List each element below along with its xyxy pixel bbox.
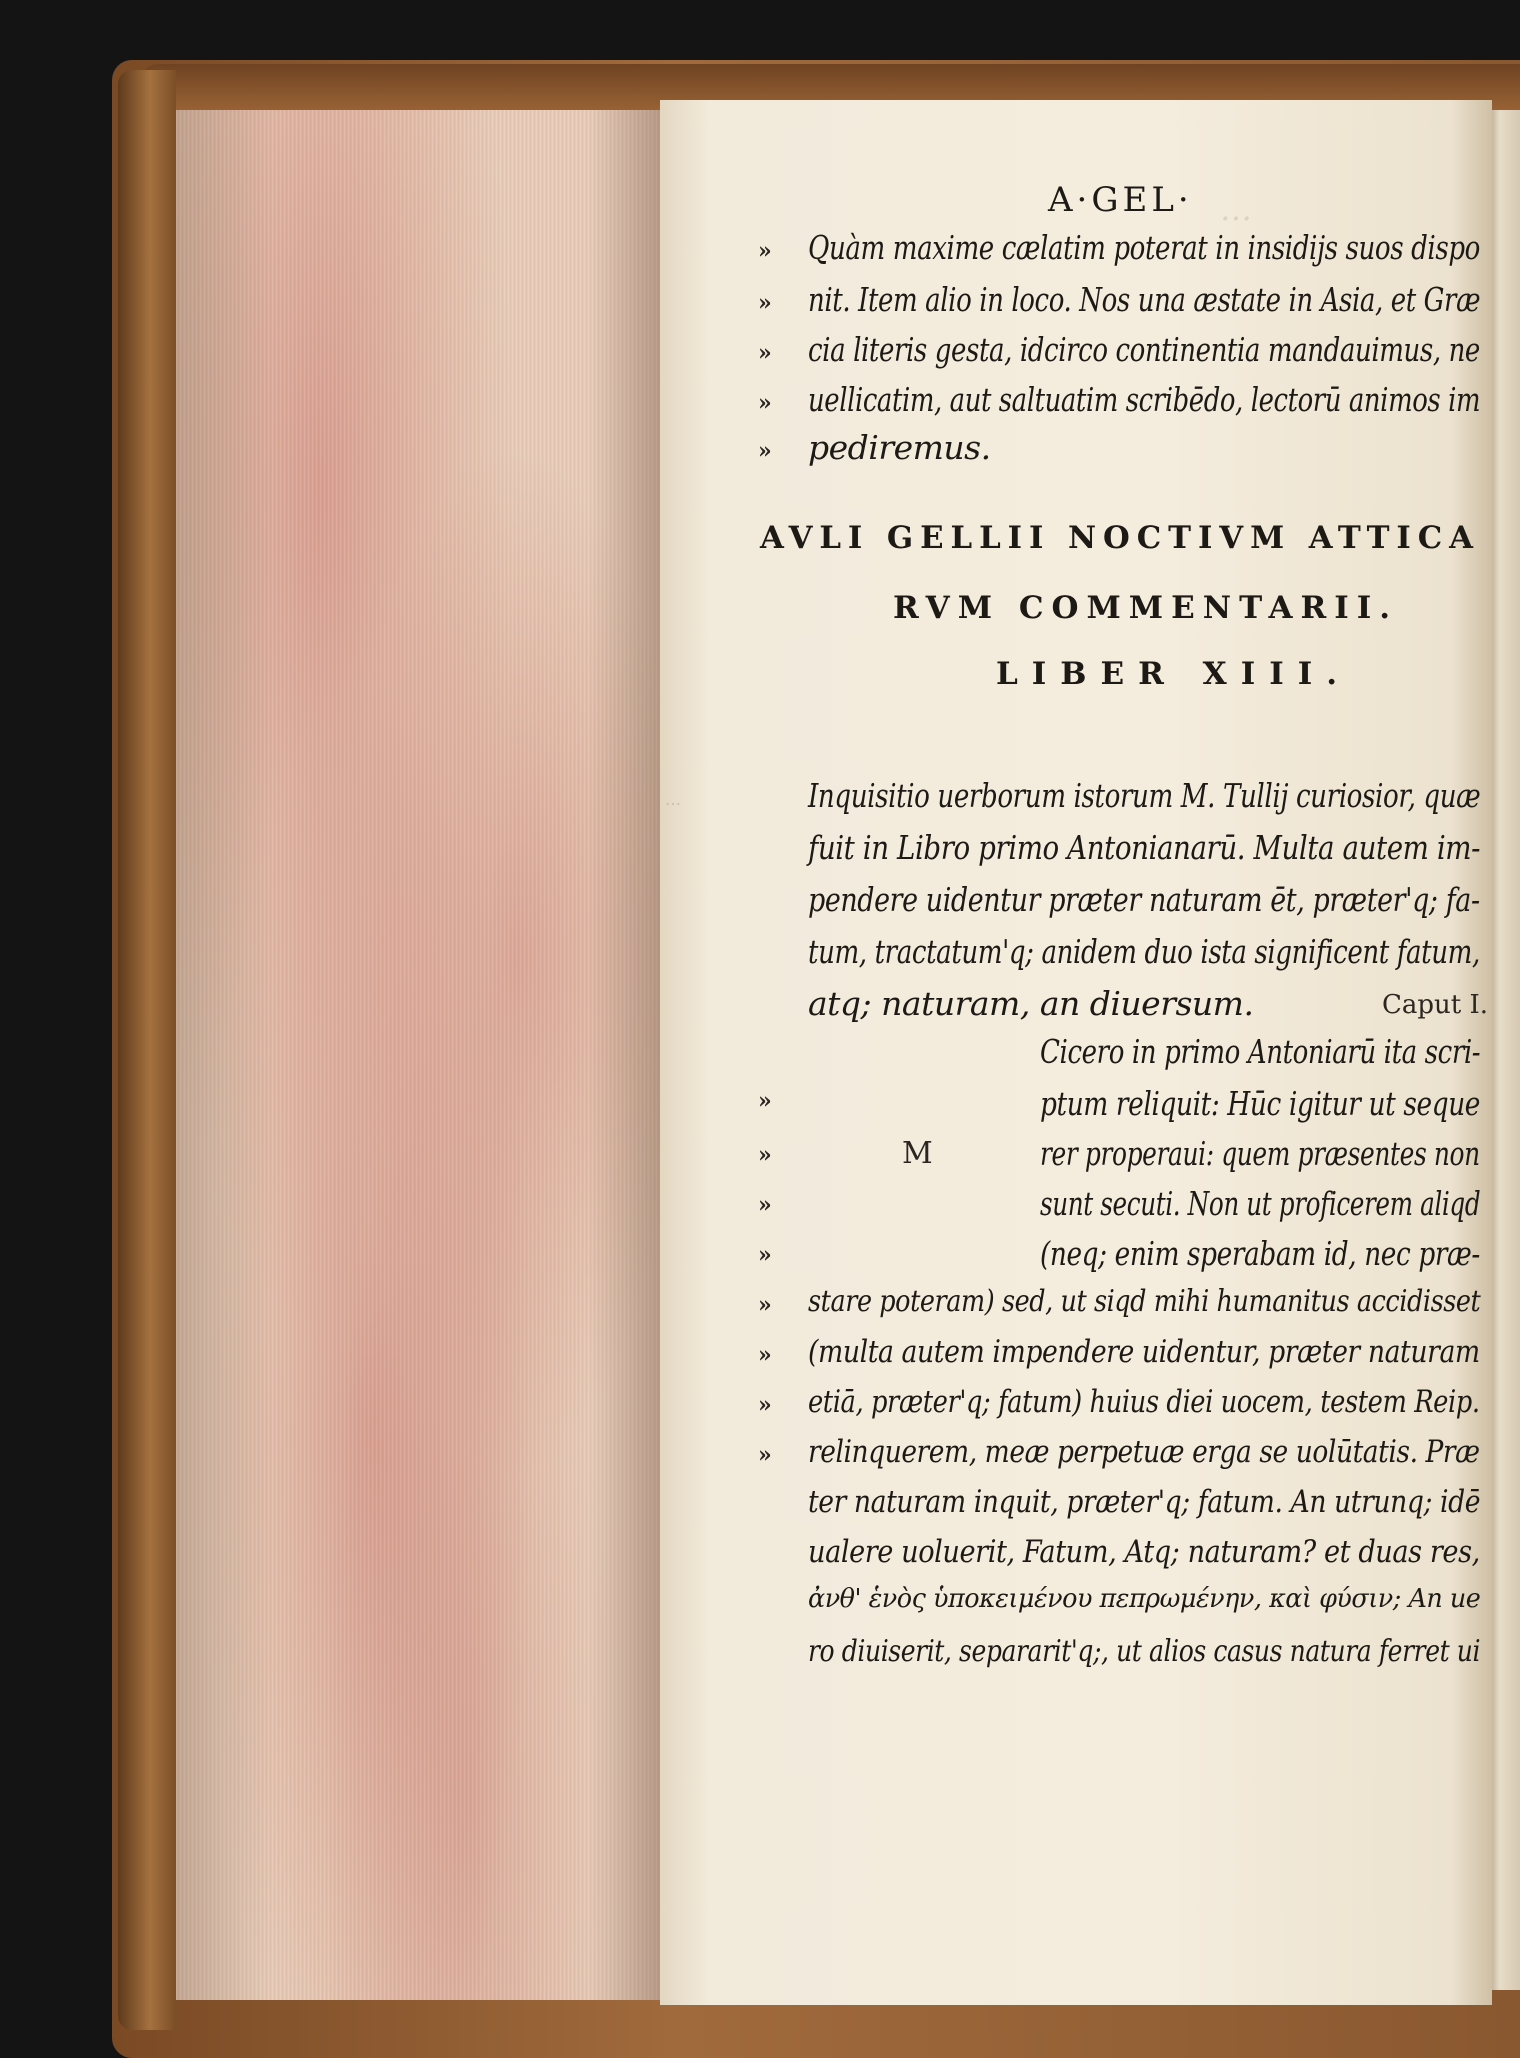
page-block-shadow (176, 110, 662, 2000)
summary-line: tum, tractatum'q; anidem duo ista significent fatum, (808, 932, 1480, 971)
text-line: cia literis gesta, idcirco continentia mandauimus, ne (808, 330, 1480, 369)
quote-mark: » (758, 390, 772, 416)
chapter-line: (neq; enim sperabam id, nec præ- (1040, 1234, 1480, 1273)
book-title-line-1: AVLI GELLII NOCTIVM ATTICA (760, 520, 1480, 556)
text-line: pediremus. (808, 428, 991, 467)
binding-edge (118, 70, 176, 2030)
quote-mark: » (758, 238, 772, 264)
quote-mark: » (758, 1088, 772, 1114)
book-title-line-2: RVM COMMENTARII. (893, 590, 1399, 626)
chapter-line: ro diuiserit, separarit'q;, ut alios casus natura ferret ui (808, 1634, 1481, 1669)
text-line: uellicatim, aut saltuatim scribēdo, lectorū animos im (808, 380, 1481, 419)
summary-line: pendere uidentur præter naturam ēt, præter'q; fa- (808, 880, 1480, 919)
quote-mark: » (758, 1392, 772, 1418)
quote-mark: » (758, 1242, 772, 1268)
summary-line: fuit in Libro primo Antonianarū. Multa autem im- (808, 828, 1481, 867)
quote-mark: » (758, 1292, 772, 1318)
quote-mark: » (758, 290, 772, 316)
chapter-line: ualere uoluerit, Fatum, Atq; naturam? et duas res, (808, 1534, 1480, 1570)
bleed-through-text: … (1220, 190, 1252, 228)
chapter-line: ter naturam inquit, præter'q; fatum. An utrunq; idē (808, 1484, 1481, 1520)
chapter-line: Cicero in primo Antoniarū ita scri- (1040, 1032, 1481, 1071)
chapter-line: sunt secuti. Non ut proficerem aliqd (1040, 1184, 1481, 1223)
quote-mark: » (758, 1192, 772, 1218)
chapter-line: relinquerem, meæ perpetuæ erga se uolūtatis. Præ (808, 1434, 1480, 1470)
caput-label: Caput I. (1382, 990, 1489, 1020)
text-line: nit. Item alio in loco. Nos una æstate in Asia, et Græ (808, 280, 1481, 319)
chapter-line: stare poteram) sed, ut siqd mihi humanitus accidisset (808, 1284, 1481, 1319)
chapter-line: ptum reliquit: Hūc igitur ut seque (1040, 1084, 1481, 1123)
summary-line: Inquisitio uerborum istorum M. Tullij curiosior, quæ (808, 776, 1481, 815)
bleed-through-note: … (665, 790, 681, 809)
text-line: Quàm maxime cælatim poterat in insidijs suos dispo (808, 228, 1480, 267)
quote-mark: » (758, 1342, 772, 1368)
chapter-line: (multa autem impendere uidentur, præter naturam (808, 1334, 1480, 1370)
initial-letter: M (902, 1136, 933, 1171)
chapter-line-greek: ἀνθ' ἑνὸς ὑποκειμένου πεπρωμένην, καὶ φύσιν; An ue (808, 1584, 1481, 1614)
book-title-line-3: LIBER XIII. (996, 656, 1352, 692)
quote-mark: » (758, 438, 772, 464)
summary-line: atq; naturam, an diuersum. (808, 984, 1254, 1023)
quote-mark: » (758, 1442, 772, 1468)
quote-mark: » (758, 1142, 772, 1168)
chapter-line: rer properaui: quem præsentes non (1040, 1134, 1480, 1173)
running-head: A·GEL· (1048, 180, 1193, 220)
quote-mark: » (758, 340, 772, 366)
chapter-line: etiā, præter'q; fatum) huius diei uocem, testem Reip. (808, 1384, 1480, 1420)
